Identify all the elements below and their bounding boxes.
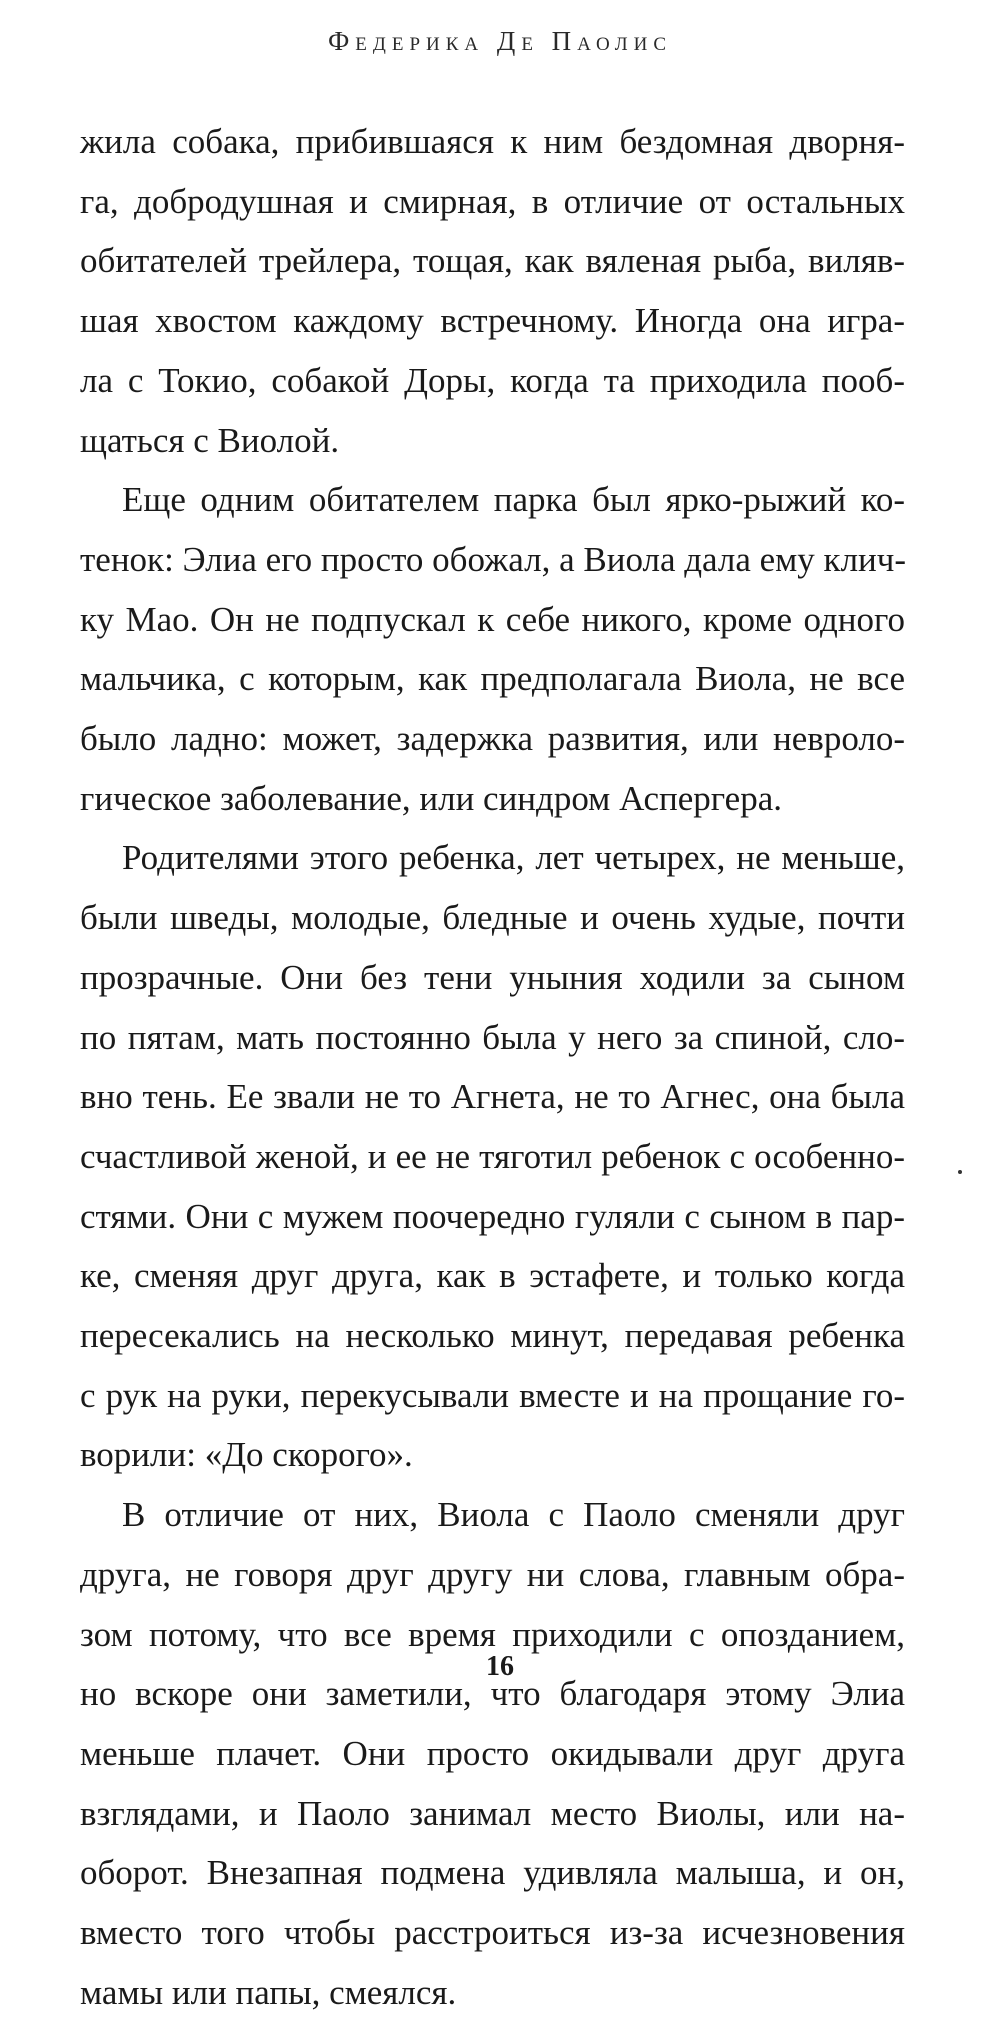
paragraph-4 — [80, 1485, 905, 2022]
text-line: стями. Они с мужем поочередно гуляли с сыном в пар- — [80, 1196, 905, 1236]
text-line: по пятам, мать постоянно была у него за спиной, сло- — [80, 1017, 905, 1057]
paragraph-1 — [80, 112, 905, 470]
text-line: прозрачные. Они без тени уныния ходили за сыном — [80, 957, 905, 997]
text-line: взглядами, и Паоло занимал место Виолы, или на- — [80, 1793, 905, 1833]
text-line: было ладно: может, задержка развития, или невроло- — [80, 719, 905, 759]
text-line: но вскоре они заметили, что благодаря этому Элиа — [80, 1674, 905, 1714]
text-line: меньше плачет. Они просто окидывали друг друга — [80, 1733, 905, 1773]
running-head-author: Федерика Де Паолис — [327, 26, 673, 56]
text-line: ку Мао. Он не подпускал к себе никого, кроме одного — [80, 599, 905, 639]
text-line: зом потому, что все время приходили с опозданием, — [80, 1614, 905, 1654]
text-line: жила собака, прибившаяся к ним бездомная дворня- — [80, 122, 905, 161]
text-line: счастливой женой, и ее не тяготил ребенок с особенно- — [80, 1136, 905, 1176]
text-line: обитателей трейлера, тощая, как вяленая рыба, виляв- — [80, 241, 905, 281]
text-line: Родителями этого ребенка, лет четырех, не меньше, — [122, 838, 905, 878]
body-text — [80, 112, 905, 2023]
text-line: шая хвостом каждому встречному. Иногда она игра- — [80, 301, 905, 341]
text-line: ворили: «До скорого». — [80, 1435, 413, 1475]
text-line: друга, не говоря друг другу ни слова, главным обра- — [80, 1554, 905, 1594]
margin-speck — [958, 1170, 962, 1174]
text-line: были шведы, молодые, бледные и очень худые, почти — [80, 898, 905, 938]
text-line: с рук на руки, перекусывали вместе и на прощание го- — [80, 1375, 905, 1415]
text-line: вместо того чтобы расстроиться из-за исчезновения — [80, 1913, 905, 1953]
text-line: Еще одним обитателем парка был ярко-рыжий ко- — [122, 480, 905, 520]
text-line: тенок: Элиа его просто обожал, а Виола дала ему клич- — [80, 539, 907, 579]
text-line: ке, сменяя друг друга, как в эстафете, и только когда — [80, 1256, 905, 1296]
paragraph-3 — [80, 828, 905, 1485]
text-line: ла с Токио, собакой Доры, когда та приходила пооб- — [80, 360, 905, 400]
text-line: мальчика, с которым, как предполагала Виола, не все — [80, 659, 905, 699]
text-line: В отличие от них, Виола с Паоло сменяли друг — [122, 1495, 905, 1535]
text-line: щаться с Виолой. — [80, 420, 340, 460]
text-line: мамы или папы, смеялся. — [80, 1972, 457, 2012]
text-line: вно тень. Ее звали не то Агнета, не то Агнес, она была — [80, 1077, 905, 1117]
text-line: пересекались на несколько минут, передавая ребенка — [80, 1316, 905, 1356]
text-line: гическое заболевание, или синдром Аспергера. — [80, 778, 782, 818]
text-line: оборот. Внезапная подмена удивляла малыша, и он, — [80, 1853, 905, 1893]
paragraph-2 — [80, 470, 905, 828]
text-line: га, добродушная и смирная, в отличие от остальных — [80, 181, 905, 221]
page-number: 16 — [486, 1651, 514, 1682]
